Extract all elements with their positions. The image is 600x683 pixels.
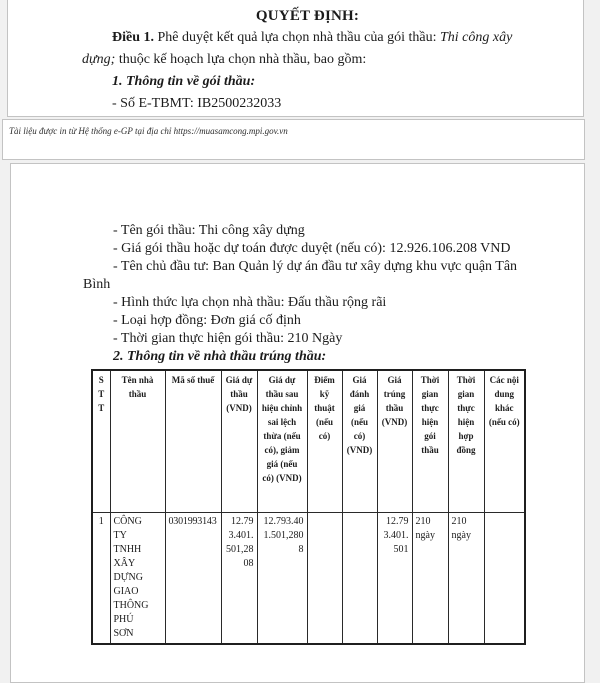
header-technical-score: Điểm kỹ thuật (nếu có)	[307, 370, 342, 512]
cell-evaluated-price	[342, 512, 377, 644]
page-1	[7, 0, 584, 117]
section-2-heading: 2. Thông tin về nhà thầu trúng thầu:	[113, 349, 327, 364]
section-1-heading: 1. Thông tin về gói thầu:	[112, 74, 256, 89]
contractors-table	[91, 369, 526, 645]
package-detail-method: - Hình thức lựa chọn nhà thầu: Đấu thầu rộng rãi	[113, 295, 387, 310]
cell-contractor-name: CÔNG TY TNHH XÂY DỰNG GIAO THÔNG PHÚ SƠN	[110, 512, 165, 644]
cell-bid-price: 12.793.401.501,2808	[221, 512, 257, 644]
article-1-paragraph	[82, 27, 533, 71]
cell-bid-price-adjusted: 12.793.401.501,2808	[257, 512, 307, 644]
header-stt: STT	[92, 370, 110, 512]
document-title: QUYẾT ĐỊNH:	[255, 8, 360, 24]
cell-package-duration: 210 ngày	[412, 512, 448, 644]
header-package-duration: Thời gian thực hiện gói thầu	[412, 370, 448, 512]
package-detail-name: - Tên gói thầu: Thi công xây dựng	[113, 223, 305, 238]
package-detail-duration: - Thời gian thực hiện gói thầu: 210 Ngày	[113, 331, 343, 346]
print-footer	[2, 119, 585, 160]
package-detail-contract-type: - Loại hợp đồng: Đơn giá cố định	[113, 313, 301, 328]
article-1-label: Điều 1.	[112, 30, 154, 45]
cell-contract-duration: 210 ngày	[448, 512, 484, 644]
table-row	[92, 512, 525, 644]
article-1-package-name: Thi công xây dựng;	[82, 30, 513, 67]
table-header-row	[92, 370, 525, 512]
print-footer-text: Tài liệu được in từ Hệ thống e-GP tại địa chỉ https://muasamcong.mpi.gov.vn	[9, 126, 288, 136]
cell-tax-code: 0301993143	[165, 512, 221, 644]
cell-winning-price: 12.793.401.501	[377, 512, 412, 644]
package-detail-price: - Giá gói thầu hoặc dự toán được duyệt (nếu có): 12.926.106.208 VND	[113, 241, 511, 256]
cell-other-contents	[484, 512, 525, 644]
article-1-text-after: thuộc kế hoạch lựa chọn nhà thầu, bao gồm:	[118, 52, 367, 67]
header-contractor-name: Tên nhà thầu	[110, 370, 165, 512]
page-2	[10, 163, 585, 683]
header-other-contents: Các nội dung khác (nếu có)	[484, 370, 525, 512]
header-winning-price: Giá trúng thầu (VND)	[377, 370, 412, 512]
header-evaluated-price: Giá đánh giá (nếu có) (VND)	[342, 370, 377, 512]
package-detail-investor: - Tên chủ đầu tư: Ban Quản lý dự án đầu tư xây dựng khu vực quận Tân Bình	[83, 259, 518, 292]
cell-stt: 1	[92, 512, 110, 644]
header-contract-duration: Thời gian thực hiện hợp đồng	[448, 370, 484, 512]
cell-technical-score	[307, 512, 342, 644]
header-bid-price-adjusted: Giá dự thầu sau hiệu chỉnh sai lệch thừa (nếu có), giảm giá (nếu có) (VND)	[257, 370, 307, 512]
header-tax-code: Mã số thuế	[165, 370, 221, 512]
etbmt-line: - Số E-TBMT: IB2500232033	[112, 96, 282, 111]
article-1-text: Phê duyệt kết quả lựa chọn nhà thầu của gói thầu:	[157, 30, 437, 45]
header-bid-price: Giá dự thầu (VND)	[221, 370, 257, 512]
